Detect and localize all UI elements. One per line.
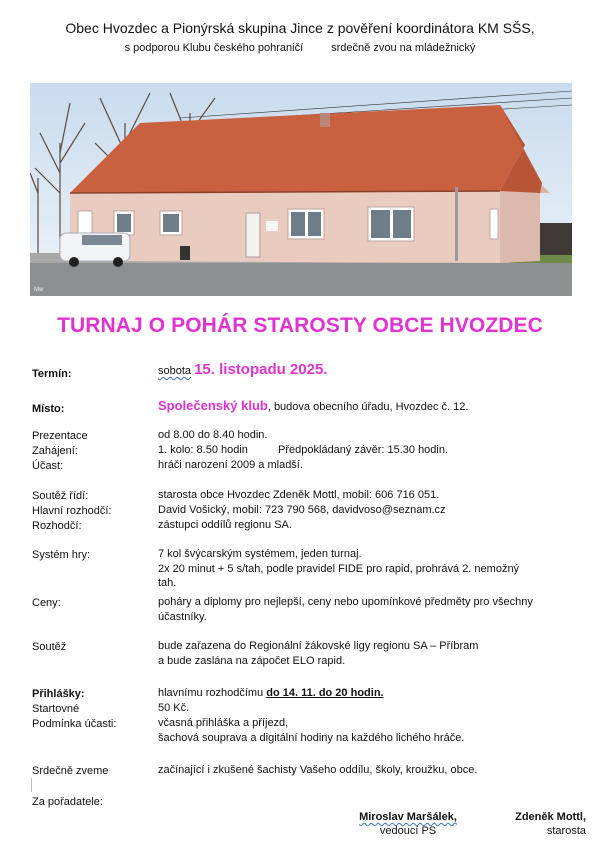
ucast-label: Účast: bbox=[32, 460, 64, 472]
prihlasky-deadline: do 14. 11. do 20 hodin. bbox=[266, 687, 384, 699]
soutez-label: Soutěž bbox=[32, 641, 67, 653]
prihlasky-label: Přihlášky: bbox=[32, 688, 85, 700]
soutez-ridi-value: starosta obce Hvozdec Zdeněk Mottl, mobil: 606 716 051. bbox=[158, 489, 440, 501]
startovne-label: Startovné bbox=[32, 703, 80, 715]
ucast-value: hráči narození 2009 a mladší. bbox=[158, 459, 303, 471]
termin-value bbox=[158, 363, 578, 379]
zahajeni-value bbox=[158, 443, 578, 458]
prihlasky-to: hlavnímu rozhodčímu bbox=[158, 687, 264, 699]
zahajeni-label: Zahájení: bbox=[32, 445, 78, 457]
system-line-2: 2x 20 minut + 5 s/tah, podle pravidel FIDE pro rapid, prohrává 2. nemožný bbox=[158, 562, 520, 575]
termin-date: 15. listopadu 2025 bbox=[194, 361, 324, 378]
soutez-line-2: a bude zaslána na zápočet ELO rapid. bbox=[158, 654, 346, 667]
startovne-value: 50 Kč. bbox=[158, 702, 190, 714]
podminka-line-1: včasná přihláška a příjezd, bbox=[158, 717, 289, 729]
zahajeni-start: 1. kolo: 8.50 hodin bbox=[158, 444, 248, 456]
podminka-value bbox=[158, 716, 578, 745]
termin-end: . bbox=[323, 361, 328, 378]
misto-venue: Společenský klub bbox=[158, 398, 268, 413]
soutez-line-1: bude zařazena do Regionální žákovské ligy regionu SA – Příbram bbox=[158, 640, 479, 652]
rozhodci-label: Rozhodčí: bbox=[32, 520, 82, 532]
prezentace-value: od 8.00 do 8.40 hodin. bbox=[158, 429, 268, 441]
prezentace-label: Prezentace bbox=[32, 430, 88, 442]
system-line-1: 7 kol švýcarským systémem, jeden turnaj. bbox=[158, 548, 362, 560]
soutez-ridi-label: Soutěž řídí: bbox=[32, 490, 89, 502]
header-line-2 bbox=[0, 42, 600, 54]
podminka-label: Podmínka účasti: bbox=[32, 718, 117, 730]
header-line-2b: srdečně zvou na mládežnický bbox=[331, 42, 476, 54]
system-line-3: tah. bbox=[158, 577, 177, 589]
text-cursor bbox=[31, 778, 32, 792]
ceny-label: Ceny: bbox=[32, 597, 61, 609]
termin-day: sobota bbox=[158, 365, 192, 377]
signature-1 bbox=[348, 811, 468, 837]
ceny-line-1: poháry a diplomy pro nejlepší, ceny nebo upomínkové předměty pro všechny bbox=[158, 596, 533, 608]
header-line-2a: s podporou Klubu českého pohraničí bbox=[124, 42, 304, 54]
hlavni-rozhodci-value: David Vošický, mobil: 723 790 568, davidvoso@seznam.cz bbox=[158, 504, 446, 516]
building-photo bbox=[30, 83, 572, 296]
signature-2 bbox=[486, 811, 586, 837]
ceny-value bbox=[158, 595, 578, 624]
signature-1-name-text: Miroslav Maršálek, bbox=[359, 811, 457, 823]
zahajeni-end: Předpokládaný závěr: 15.30 hodin. bbox=[278, 444, 449, 456]
photo-watermark: Mw bbox=[34, 287, 44, 293]
termin-label: Termín: bbox=[32, 368, 72, 380]
misto-label: Místo: bbox=[32, 403, 65, 415]
page-title: TURNAJ O POHÁR STAROSTY OBCE HVOZDEC bbox=[57, 314, 543, 337]
zveme-label: Srdečně zveme bbox=[32, 765, 109, 777]
header-line-1: Obec Hvozdec a Pionýrská skupina Jince z pověření koordinátora KM SŠS, bbox=[65, 20, 535, 36]
rozhodci-value: zástupci oddílů regionu SA. bbox=[158, 519, 292, 531]
signature-1-role: vedoucí PS bbox=[379, 825, 437, 837]
signature-1-name bbox=[348, 811, 468, 823]
soutez-value bbox=[158, 639, 578, 668]
system-value bbox=[158, 547, 578, 591]
zveme-value: začínající i zkušené šachisty Vašeho oddílu, školy, kroužku, obce. bbox=[158, 764, 478, 776]
ceny-line-2: účastníky. bbox=[158, 610, 207, 623]
misto-rest: , budova obecního úřadu, Hvozdec č. 12. bbox=[267, 401, 469, 413]
misto-value bbox=[158, 399, 578, 415]
hlavni-rozhodci-label: Hlavní rozhodčí: bbox=[32, 505, 112, 517]
signature-2-role: starosta bbox=[546, 825, 586, 837]
prihlasky-value bbox=[158, 686, 578, 701]
signature-2-name: Zdeněk Mottl, bbox=[515, 811, 586, 823]
poradatele-label: Za pořadatele: bbox=[32, 796, 103, 808]
system-label: Systém hry: bbox=[32, 549, 91, 561]
podminka-line-2: šachová souprava a digitální hodiny na každého lichého hráče. bbox=[158, 731, 465, 744]
